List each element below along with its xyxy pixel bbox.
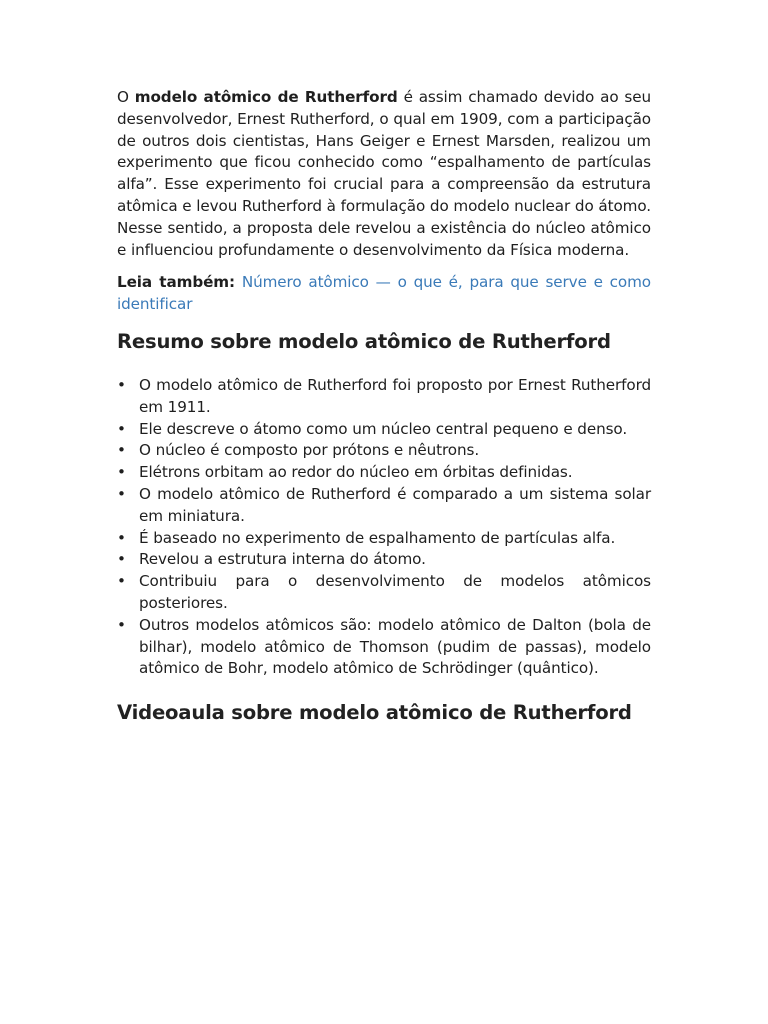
list-item [117, 419, 651, 441]
list-item [117, 484, 651, 528]
see-also-label: Leia também: [117, 273, 236, 292]
summary-heading: Resumo sobre modelo atômico de Rutherford [117, 329, 611, 353]
list-item [117, 571, 651, 615]
list-item [117, 375, 651, 419]
list-item-text: Contribuiu para o desenvolvimento de modelos atômicos posteriores. [139, 572, 651, 612]
list-item-text: Ele descreve o átomo como um núcleo central pequeno e denso. [139, 419, 628, 438]
list-item [117, 462, 651, 484]
article-content [117, 87, 651, 726]
list-item-text: É baseado no experimento de espalhamento de partículas alfa. [139, 528, 616, 547]
bullet-icon: • [117, 484, 126, 503]
list-item-text: O modelo atômico de Rutherford foi proposto por Ernest Rutherford em 1911. [139, 375, 651, 416]
video-heading: Videoaula sobre modelo atômico de Rutherford [117, 701, 632, 725]
list-item [117, 549, 651, 571]
bullet-icon: • [117, 463, 126, 482]
intro-text: é assim chamado devido ao seu desenvolvedor, Ernest Rutherford, o qual em 1909, com a participação de outros dois cientistas, Hans Geiger e Ernest Marsden, realizou um experimento que ficou conhecido como “espalhamento de partículas alfa”. Esse experimento foi crucial para a compreensão da estrutura atômica e levou Rutherford à formulação do modelo nuclear do átomo. Nesse sentido, a proposta dele revelou a existência do núcleo atômico e influenciou profundamente o desenvolvimento da Física moderna. [117, 88, 651, 259]
bullet-icon: • [117, 375, 126, 394]
summary-list [117, 375, 651, 680]
list-item-text: O modelo atômico de Rutherford é comparado a um sistema solar em miniatura. [139, 484, 651, 525]
bullet-icon: • [117, 441, 126, 460]
list-item [117, 440, 651, 462]
bullet-icon: • [117, 550, 126, 569]
bullet-icon: • [117, 419, 126, 438]
intro-bold-term: modelo atômico de Rutherford [134, 88, 398, 106]
intro-paragraph [117, 87, 651, 261]
bullet-icon: • [117, 528, 126, 547]
see-also-link[interactable]: Número atômico — o que é, para que serve e como identificar [117, 273, 651, 314]
intro-prefix: O [117, 88, 135, 106]
list-item-text: O núcleo é composto por prótons e nêutrons. [139, 441, 480, 460]
list-item-text: Outros modelos atômicos são: modelo atômico de Dalton (bola de bilhar), modelo atômico de Thomson (pudim de passas), modelo atômico de Bohr, modelo atômico de Schrödinger (quântico). [139, 615, 651, 678]
bullet-icon: • [117, 572, 126, 591]
bullet-icon: • [117, 615, 126, 634]
list-item [117, 615, 651, 680]
list-item [117, 528, 651, 550]
list-item-text: Revelou a estrutura interna do átomo. [139, 550, 426, 569]
see-also [117, 272, 651, 316]
list-item-text: Elétrons orbitam ao redor do núcleo em órbitas definidas. [139, 463, 573, 482]
